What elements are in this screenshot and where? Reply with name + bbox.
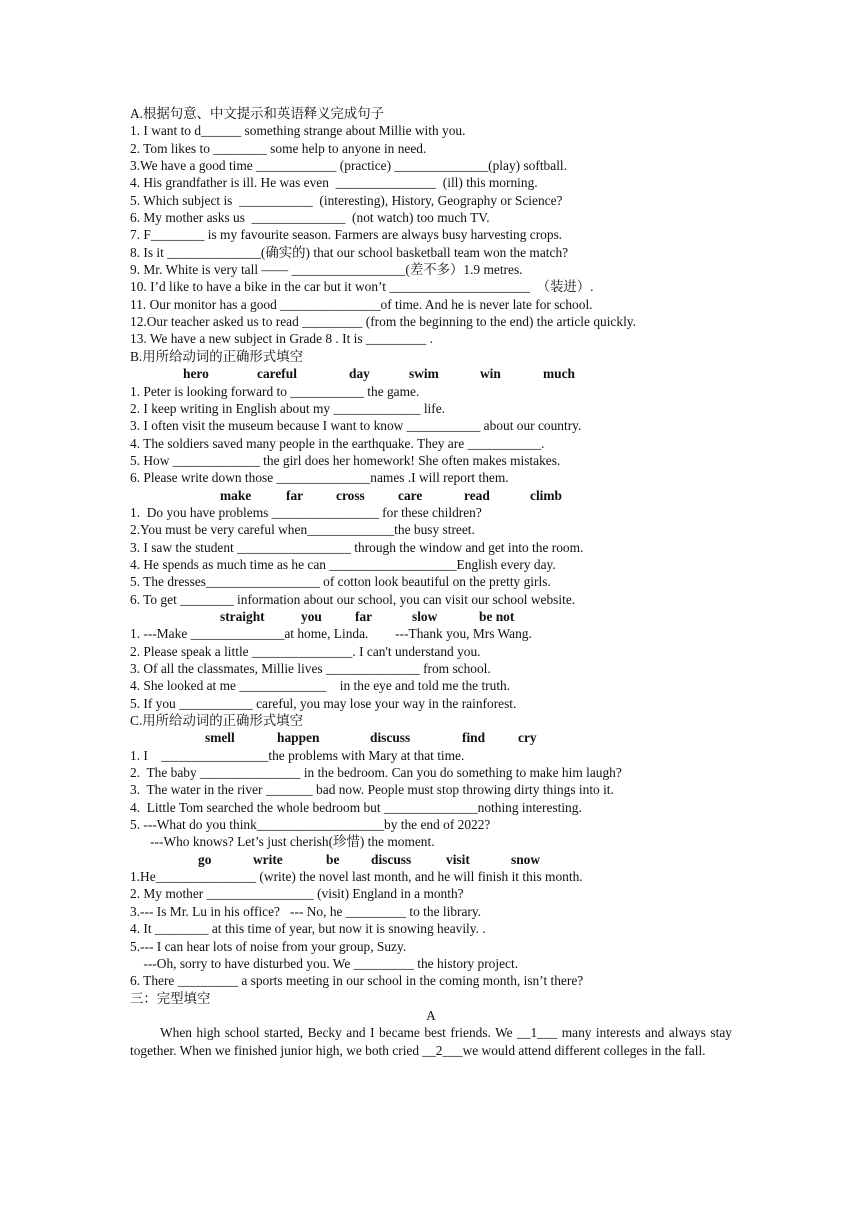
word-bank-item: smell [205, 730, 235, 746]
word-bank-item: day [349, 366, 370, 382]
word-bank-item: care [398, 487, 423, 503]
word-bank-item: go [198, 851, 212, 867]
section-b-heading: B.用所给动词的正确形式填空 [130, 348, 303, 364]
word-bank-item: read [464, 487, 490, 503]
word-bank-item: much [543, 366, 575, 382]
word-bank-item: write [253, 851, 283, 867]
question-line: 5. How _____________ the girl does her homework! She often makes mistakes. [130, 452, 561, 468]
question-line: 6. To get ________ information about our school, you can visit our school website. [130, 591, 576, 607]
word-bank-item: cry [518, 730, 537, 746]
question-line: 5. ---What do you think___________________by the end of 2022? [130, 817, 491, 833]
worksheet-content [130, 105, 732, 1059]
word-bank-item: find [462, 730, 486, 746]
question-line: 3. I often visit the museum because I want to know ___________ about our country. [130, 418, 582, 434]
question-line: ---Who knows? Let’s just cherish(珍惜) the moment. [130, 834, 435, 850]
word-bank-item: discuss [370, 730, 411, 746]
question-line: 3.We have a good time ____________ (practice) ______________(play) softball. [130, 158, 567, 174]
word-bank-item: swim [409, 366, 439, 382]
question-line: 12.Our teacher asked us to read _________ (from the beginning to the end) the article quickly. [130, 314, 636, 330]
word-bank-item: make [220, 487, 252, 503]
question-line: 11. Our monitor has a good _______________of time. And he is never late for school. [130, 296, 593, 312]
section-a-heading: A.根据句意、中文提示和英语释义完成句子 [130, 106, 385, 121]
word-bank [130, 365, 732, 382]
passage-label: A [426, 1007, 436, 1023]
word-bank-item: slow [412, 608, 438, 624]
question-line: 5. Which subject is ___________ (interesting), History, Geography or Science? [130, 192, 563, 208]
question-line: 2. My mother ________________ (visit) England in a month? [130, 886, 464, 902]
word-bank-item: far [355, 608, 373, 624]
word-bank-item: be [326, 851, 340, 867]
question-line: 8. Is it ______________(确实的) that our school basketball team won the match? [130, 244, 569, 260]
question-line: 2. Tom likes to ________ some help to anyone in need. [130, 140, 427, 156]
question-line: 2.You must be very careful when_____________the busy street. [130, 522, 475, 538]
question-line: 1. I want to d______ something strange about Millie with you. [130, 123, 466, 139]
word-bank-item: cross [336, 487, 365, 503]
word-bank [130, 729, 732, 746]
word-bank-item: be not [479, 608, 515, 624]
word-bank-item: discuss [371, 851, 412, 867]
question-line: 6. Please write down those ______________names .I will report them. [130, 470, 509, 486]
question-line: 7. F________ is my favourite season. Farmers are always busy harvesting crops. [130, 227, 563, 243]
word-bank-item: win [480, 366, 501, 382]
question-line: 4. The soldiers saved many people in the earthquake. They are ___________. [130, 435, 545, 451]
cloze-paragraph: When high school started, Becky and I became best friends. We __1___ many interests and always stay together. When we finished junior high, we both cried __2___we would attend different colleges in the fall. [130, 1025, 732, 1058]
question-line: 6. My mother asks us ______________ (not watch) too much TV. [130, 210, 490, 226]
question-line: 1. I ________________the problems with Mary at that time. [130, 747, 465, 763]
question-line: 6. There _________ a sports meeting in our school in the coming month, isn’t there? [130, 973, 584, 989]
question-line: 4. He spends as much time as he can ___________________English every day. [130, 556, 556, 572]
word-bank-item: hero [183, 366, 209, 382]
question-line: 2. The baby _______________ in the bedroom. Can you do something to make him laugh? [130, 765, 622, 781]
question-line: 2. Please speak a little _______________. I can't understand you. [130, 643, 481, 659]
question-line: 5.--- I can hear lots of noise from your group, Suzy. [130, 938, 407, 954]
question-line: 4. It ________ at this time of year, but now it is snowing heavily. . [130, 921, 486, 937]
question-line: 5. The dresses_________________ of cotton look beautiful on the pretty girls. [130, 574, 551, 590]
question-line: 1. Do you have problems ________________ for these children? [130, 504, 482, 520]
question-line: 4. She looked at me _____________ in the eye and told me the truth. [130, 678, 511, 694]
question-line: 3. I saw the student _________________ through the window and get into the room. [130, 539, 584, 555]
question-line: 2. I keep writing in English about my _____________ life. [130, 400, 446, 416]
question-line: 4. His grandfather is ill. He was even _______________ (ill) this morning. [130, 175, 538, 191]
question-line: 5. If you ___________ careful, you may lose your way in the rainforest. [130, 695, 517, 711]
question-line: 1.He_______________ (write) the novel last month, and he will finish it this month. [130, 869, 583, 885]
word-bank-item: climb [530, 487, 562, 503]
word-bank-item: careful [257, 366, 297, 382]
question-line: 3. Of all the classmates, Millie lives ______________ from school. [130, 661, 491, 676]
question-line: 13. We have a new subject in Grade 8 . It is _________ . [130, 331, 433, 347]
word-bank [130, 608, 732, 625]
question-line: 1. ---Make ______________at home, Linda. ---Thank you, Mrs Wang. [130, 626, 532, 642]
question-line: 3. The water in the river _______ bad now. People must stop throwing dirty things into it. [130, 782, 614, 798]
cloze-heading: 三：完型填空 [130, 990, 211, 1006]
word-bank [130, 487, 732, 504]
word-bank-item: far [286, 487, 304, 503]
word-bank-item: snow [511, 851, 541, 867]
question-line: 3.--- Is Mr. Lu in his office? --- No, he _________ to the library. [130, 903, 482, 919]
word-bank-item: visit [446, 851, 470, 867]
word-bank-item: happen [277, 730, 320, 746]
word-bank-item: you [301, 608, 322, 624]
question-line: 1. Peter is looking forward to ___________ the game. [130, 383, 420, 399]
section-c-heading: C.用所给动词的正确形式填空 [130, 713, 303, 729]
question-line: 10. I’d like to have a bike in the car but it won’t _____________________ （装进）. [130, 279, 594, 295]
question-line: 9. Mr. White is very tall —— _________________(差不多）1.9 metres. [130, 262, 523, 278]
question-line: ---Oh, sorry to have disturbed you. We _________ the history project. [130, 955, 519, 971]
word-bank [130, 851, 732, 868]
word-bank-item: straight [220, 608, 265, 624]
question-line: 4. Little Tom searched the whole bedroom but ______________nothing interesting. [130, 799, 582, 815]
